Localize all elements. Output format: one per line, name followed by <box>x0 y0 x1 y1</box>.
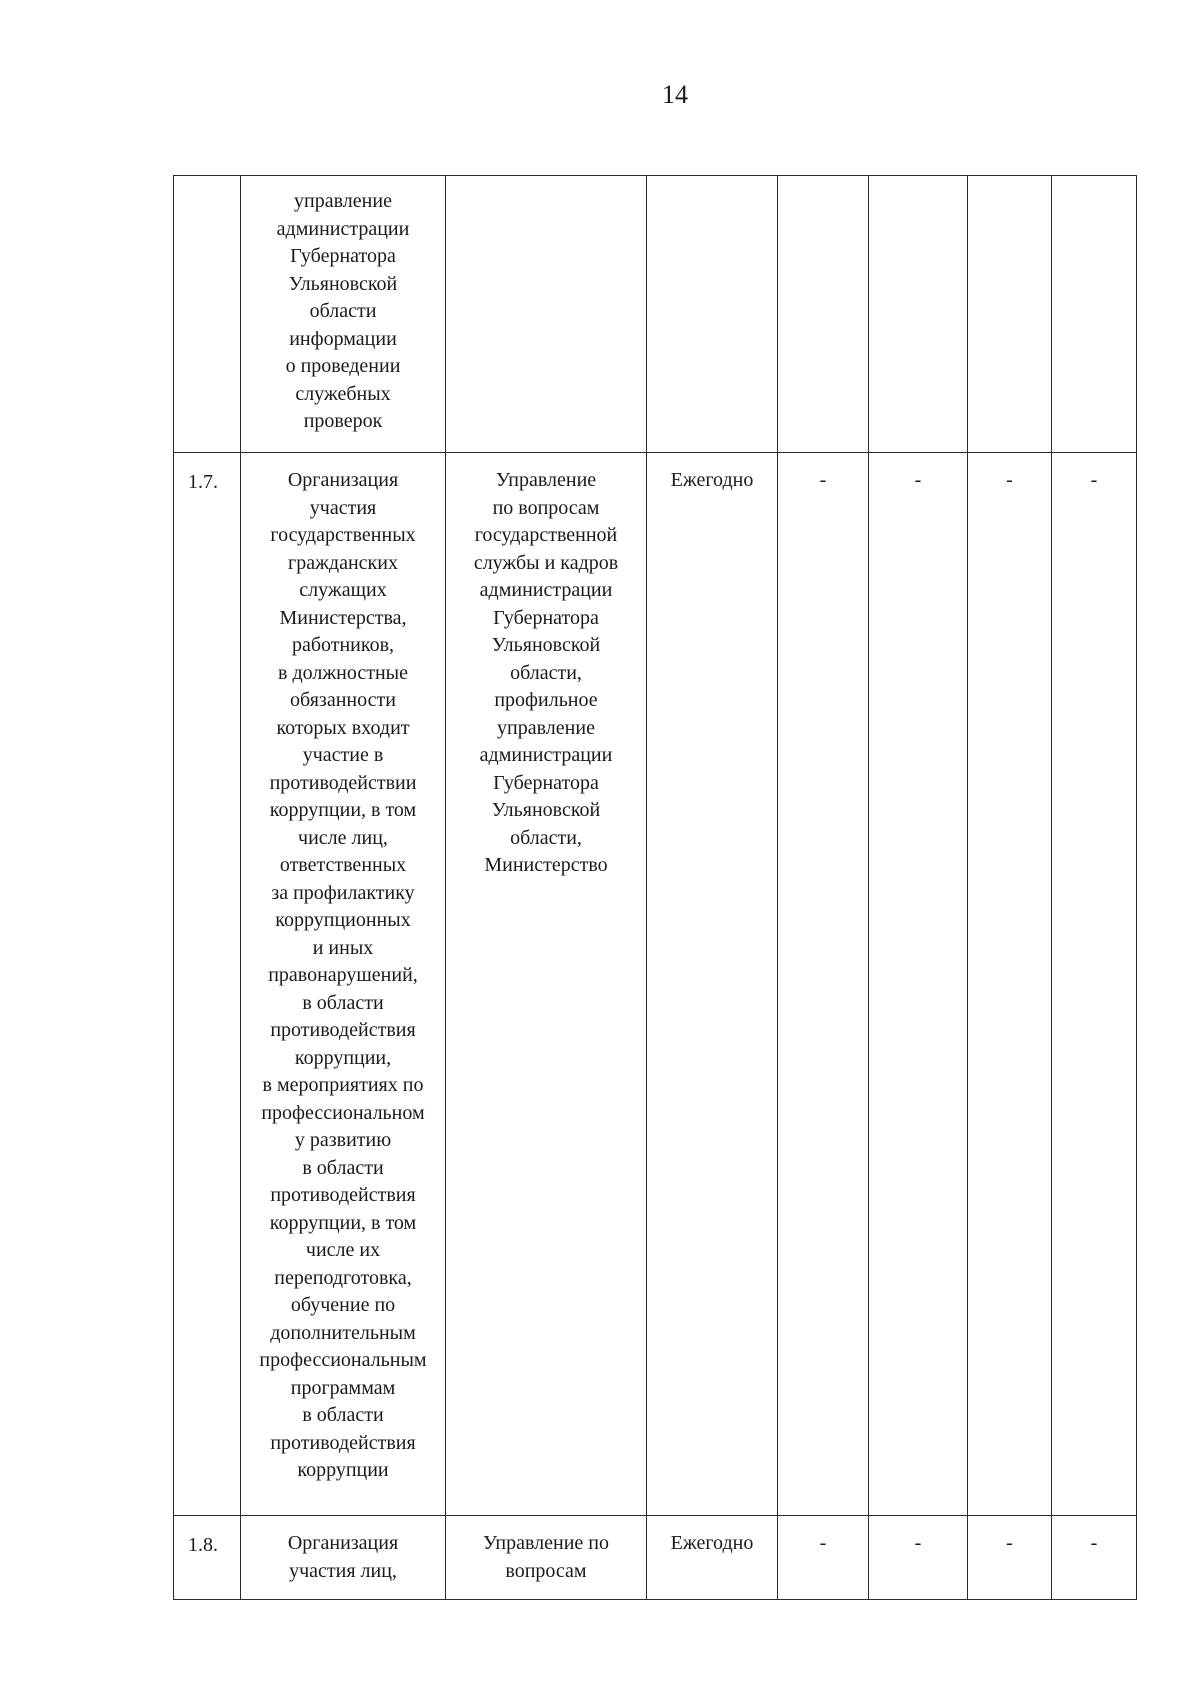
measure-line: управление <box>294 190 392 212</box>
measure-line: Губернатора <box>290 245 396 267</box>
measure-line: противодействии <box>269 771 417 794</box>
value-cell: - <box>778 1516 869 1600</box>
measure-line: государственных <box>270 524 416 546</box>
measure-line: противодействия <box>270 1184 416 1206</box>
measure-line: в должностные <box>278 661 408 684</box>
measure-line: коррупционных <box>275 909 411 931</box>
measure-line: числе их <box>305 1239 381 1261</box>
measure-line: за профилактику <box>271 881 415 904</box>
measure-line: коррупции, <box>294 1046 392 1069</box>
row-number-cell: 1.7. <box>174 453 241 1516</box>
period-cell: Ежегодно <box>647 1516 778 1600</box>
measure-line: противодействия <box>270 1019 416 1041</box>
measure-line: числе лиц, <box>298 826 388 849</box>
table-row <box>174 1516 1137 1600</box>
measure-line: правонарушений, <box>268 964 418 986</box>
responsible-line: Управление по <box>482 1532 609 1554</box>
measure-line: администрации <box>276 217 410 240</box>
measure-line: программам <box>290 1376 396 1399</box>
responsible-line: Губернатора <box>493 771 599 794</box>
measure-cell <box>241 176 446 453</box>
row-number-cell <box>174 176 241 453</box>
measure-line: в области <box>302 1156 384 1179</box>
measure-line: которых входит <box>276 716 410 739</box>
responsible-line: вопросам <box>505 1559 587 1582</box>
measure-line: информации <box>289 327 397 350</box>
value-cell: - <box>968 453 1052 1516</box>
measure-line: обязанности <box>290 689 396 711</box>
measure-line: гражданских <box>288 551 398 574</box>
value-cell: - <box>1052 453 1137 1516</box>
measure-line: дополнительным <box>270 1321 416 1344</box>
measure-line: работников, <box>291 634 395 656</box>
responsible-line: службы и кадров <box>473 551 619 574</box>
table-row <box>174 453 1137 1516</box>
value-cell: - <box>869 453 968 1516</box>
measure-line: Ульяновской <box>288 272 398 295</box>
responsible-line: администрации <box>479 744 613 766</box>
measure-line: противодействия <box>270 1431 416 1454</box>
responsible-cell <box>446 453 647 1516</box>
responsible-line: администрации <box>479 579 613 601</box>
measure-line: служащих <box>299 579 387 601</box>
measure-line: профессиональном <box>261 1101 425 1124</box>
period-cell <box>647 176 778 453</box>
measure-line: проверок <box>303 410 383 432</box>
responsible-line: Министерство <box>484 854 608 876</box>
measure-line: участия лиц, <box>289 1559 397 1582</box>
measure-line: Организация <box>287 1532 399 1554</box>
responsible-line: Ульяновской <box>491 799 601 821</box>
responsible-line: области, <box>510 661 582 684</box>
measure-cell <box>241 1516 446 1600</box>
period-cell: Ежегодно <box>647 453 778 1516</box>
responsible-line: государственной <box>474 524 618 546</box>
measures-table <box>173 175 1137 1600</box>
measure-line: служебных <box>295 382 391 405</box>
measure-line: участия <box>309 496 377 519</box>
responsible-line: Управление <box>495 469 597 491</box>
measure-line: профессиональным <box>259 1349 427 1371</box>
measure-line: Организация <box>287 469 399 491</box>
measure-line: обучение по <box>290 1294 396 1316</box>
responsible-line: управление <box>497 716 595 739</box>
measure-line: коррупции, в том <box>269 1211 417 1234</box>
measure-line: в области <box>302 991 384 1014</box>
responsible-line: профильное <box>494 689 598 711</box>
value-cell <box>1052 176 1137 453</box>
value-cell: - <box>869 1516 968 1600</box>
measure-line: участие в <box>302 744 384 766</box>
row-number-cell: 1.8. <box>174 1516 241 1600</box>
responsible-cell <box>446 1516 647 1600</box>
value-cell <box>968 176 1052 453</box>
measure-line: области <box>309 300 377 322</box>
value-cell: - <box>1052 1516 1137 1600</box>
measure-line: коррупции, в том <box>269 799 417 821</box>
responsible-line: Губернатора <box>493 606 599 629</box>
measure-line: о проведении <box>285 355 401 377</box>
value-cell: - <box>778 453 869 1516</box>
table-row <box>174 176 1137 453</box>
responsible-line: по вопросам <box>492 496 600 519</box>
measure-line: ответственных <box>279 854 407 876</box>
measure-line: в области <box>302 1404 384 1426</box>
measure-line: у развитию <box>294 1129 392 1151</box>
measure-line: переподготовка, <box>274 1266 412 1289</box>
measure-line: Министерства, <box>279 606 407 629</box>
measure-line: коррупции <box>297 1459 389 1481</box>
value-cell: - <box>968 1516 1052 1600</box>
measure-cell <box>241 453 446 1516</box>
value-cell <box>869 176 968 453</box>
value-cell <box>778 176 869 453</box>
responsible-line: области, <box>510 826 582 849</box>
responsible-line: Ульяновской <box>491 634 601 656</box>
responsible-cell <box>446 176 647 453</box>
measure-line: и иных <box>312 936 374 959</box>
page-number: 14 <box>662 80 688 109</box>
measure-line: в мероприятиях по <box>262 1074 424 1096</box>
